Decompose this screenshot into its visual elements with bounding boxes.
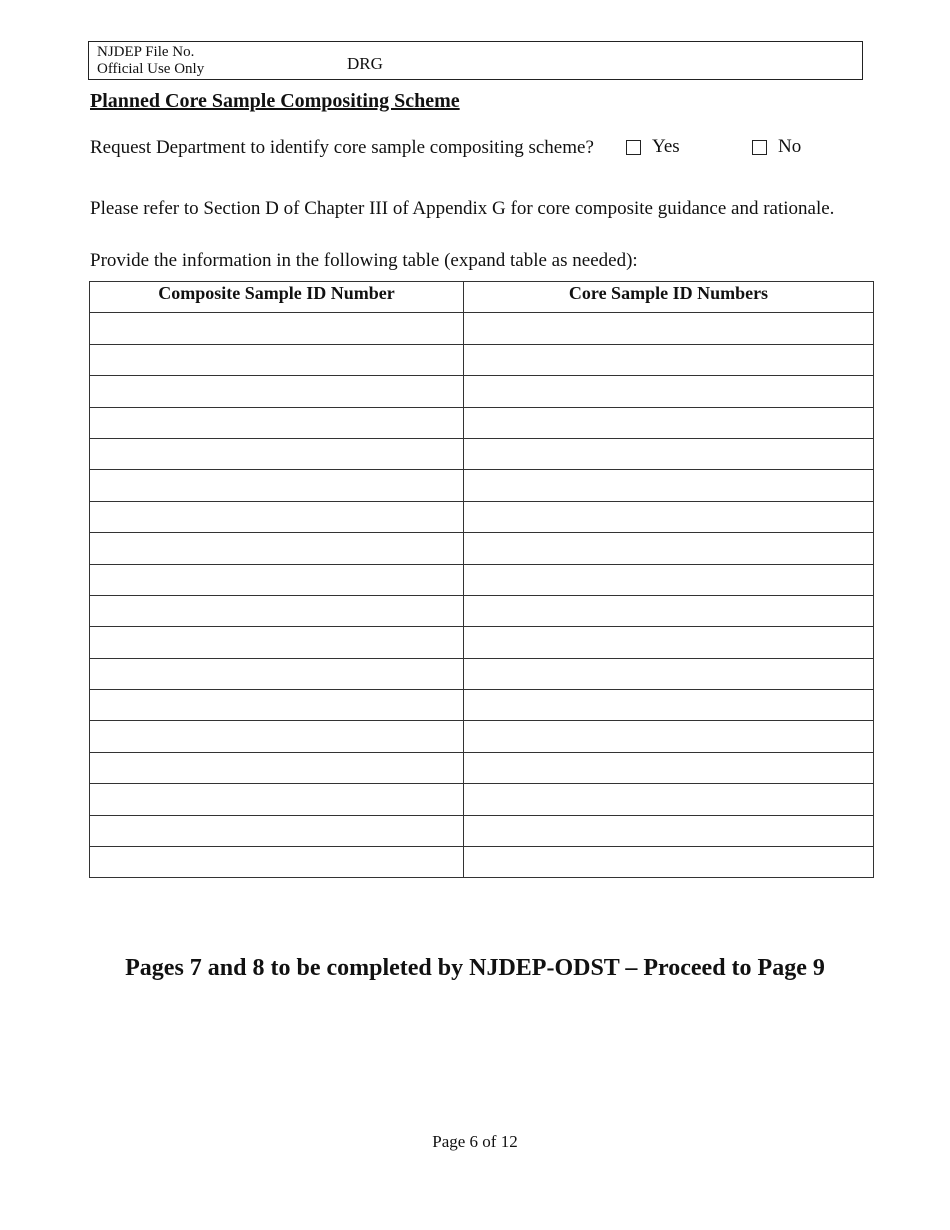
composite-id-cell[interactable] bbox=[90, 847, 464, 878]
yes-label: Yes bbox=[652, 136, 680, 157]
table-row bbox=[90, 501, 874, 532]
yes-option[interactable] bbox=[626, 136, 680, 158]
core-ids-cell[interactable] bbox=[464, 784, 874, 815]
table-header-row bbox=[90, 282, 874, 313]
yes-checkbox[interactable] bbox=[626, 140, 641, 155]
table-row bbox=[90, 344, 874, 375]
core-ids-cell[interactable] bbox=[464, 376, 874, 407]
header-composite-id: Composite Sample ID Number bbox=[90, 282, 464, 313]
composite-id-cell[interactable] bbox=[90, 752, 464, 783]
composite-id-cell[interactable] bbox=[90, 470, 464, 501]
table-row bbox=[90, 438, 874, 469]
table-row bbox=[90, 690, 874, 721]
section-heading: Planned Core Sample Compositing Scheme bbox=[90, 90, 460, 112]
core-ids-cell[interactable] bbox=[464, 815, 874, 846]
core-ids-cell[interactable] bbox=[464, 313, 874, 344]
proceed-note: Pages 7 and 8 to be completed by NJDEP-ODST – Proceed to Page 9 bbox=[125, 955, 825, 981]
table-row bbox=[90, 533, 874, 564]
composite-id-cell[interactable] bbox=[90, 690, 464, 721]
core-ids-cell[interactable] bbox=[464, 501, 874, 532]
composite-id-cell[interactable] bbox=[90, 721, 464, 752]
core-ids-cell[interactable] bbox=[464, 627, 874, 658]
no-label: No bbox=[778, 136, 802, 157]
composite-id-cell[interactable] bbox=[90, 627, 464, 658]
composite-id-cell[interactable] bbox=[90, 533, 464, 564]
core-ids-cell[interactable] bbox=[464, 690, 874, 721]
core-ids-cell[interactable] bbox=[464, 658, 874, 689]
composite-id-cell[interactable] bbox=[90, 595, 464, 626]
table-row bbox=[90, 784, 874, 815]
core-ids-cell[interactable] bbox=[464, 595, 874, 626]
core-ids-cell[interactable] bbox=[464, 752, 874, 783]
table-row bbox=[90, 721, 874, 752]
composite-id-cell[interactable] bbox=[90, 658, 464, 689]
composite-id-cell[interactable] bbox=[90, 313, 464, 344]
core-ids-cell[interactable] bbox=[464, 470, 874, 501]
no-option[interactable] bbox=[752, 136, 801, 158]
file-number-label-line1: NJDEP File No. bbox=[97, 44, 195, 60]
guidance-reference: Please refer to Section D of Chapter III of Appendix G for core composite guidance and rationale. bbox=[90, 198, 835, 219]
composite-id-cell[interactable] bbox=[90, 407, 464, 438]
core-ids-cell[interactable] bbox=[464, 438, 874, 469]
file-number-label bbox=[97, 44, 204, 78]
no-checkbox[interactable] bbox=[752, 140, 767, 155]
table-row bbox=[90, 595, 874, 626]
core-ids-cell[interactable] bbox=[464, 533, 874, 564]
table-row bbox=[90, 407, 874, 438]
table-row bbox=[90, 313, 874, 344]
composite-id-cell[interactable] bbox=[90, 344, 464, 375]
table-body bbox=[90, 313, 874, 878]
table-row bbox=[90, 376, 874, 407]
composite-id-cell[interactable] bbox=[90, 438, 464, 469]
table-row bbox=[90, 564, 874, 595]
table-row bbox=[90, 658, 874, 689]
core-ids-cell[interactable] bbox=[464, 407, 874, 438]
core-ids-cell[interactable] bbox=[464, 344, 874, 375]
composite-id-cell[interactable] bbox=[90, 501, 464, 532]
table-instructions: Provide the information in the following table (expand table as needed): bbox=[90, 250, 638, 271]
header-core-ids: Core Sample ID Numbers bbox=[464, 282, 874, 313]
official-use-box bbox=[88, 41, 863, 80]
table-row bbox=[90, 815, 874, 846]
table-row bbox=[90, 470, 874, 501]
composite-id-cell[interactable] bbox=[90, 564, 464, 595]
file-number-value: DRG bbox=[347, 54, 383, 73]
core-ids-cell[interactable] bbox=[464, 847, 874, 878]
composite-id-cell[interactable] bbox=[90, 376, 464, 407]
file-number-label-line2: Official Use Only bbox=[97, 61, 205, 77]
core-ids-cell[interactable] bbox=[464, 721, 874, 752]
page-number: Page 6 of 12 bbox=[432, 1132, 518, 1151]
composite-table bbox=[89, 281, 874, 878]
table-row bbox=[90, 627, 874, 658]
compositing-question: Request Department to identify core sample compositing scheme? bbox=[90, 137, 594, 158]
composite-id-cell[interactable] bbox=[90, 784, 464, 815]
table-row bbox=[90, 752, 874, 783]
composite-id-cell[interactable] bbox=[90, 815, 464, 846]
core-ids-cell[interactable] bbox=[464, 564, 874, 595]
table-row bbox=[90, 847, 874, 878]
